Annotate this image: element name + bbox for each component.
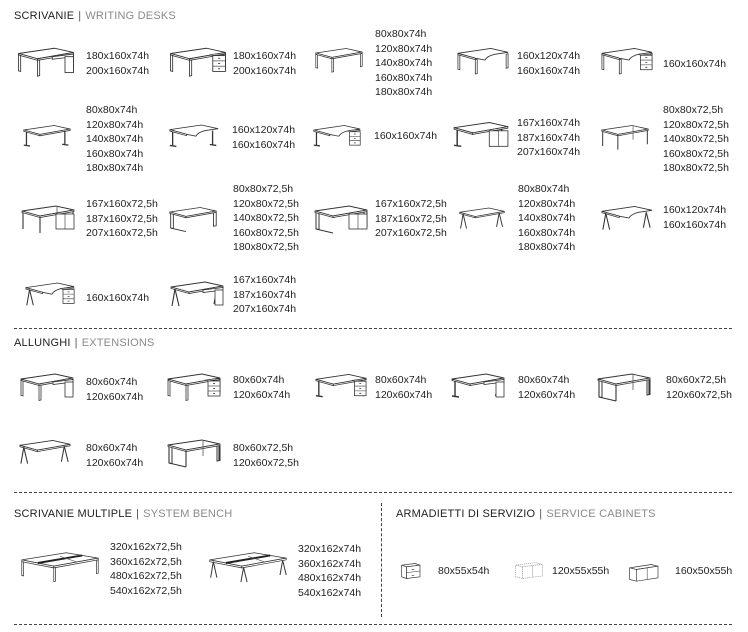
extension-slim-leg-icon [596,370,652,406]
size-list [375,27,432,100]
size-label: 80x80x74h [86,104,138,116]
bench-angled-leg-icon [208,548,288,586]
size-label: 160x80x72,5h [233,226,299,239]
size-label: 320x162x74h [298,543,362,555]
size-label: 80x60x74h [86,442,138,454]
size-label: 120x80x72,5h [233,197,299,210]
size-list [663,57,726,72]
size-label: 187x160x72,5h [375,212,447,225]
extension-angled-leg-icon [18,436,72,472]
size-label: 360x162x74h [298,557,362,570]
title-separator: | [136,508,140,520]
size-label: 160x160x74h [374,130,438,142]
section-title-sub: WRITING DESKS [85,10,176,22]
size-label: 180x80x72,5h [663,162,729,175]
size-label: 80x60x72,5h [233,442,294,454]
size-list [666,373,732,402]
size-list [517,49,580,78]
size-list [233,373,290,402]
size-label: 187x160x72,5h [86,212,158,225]
size-list [233,273,296,317]
size-label: 80x80x74h [375,28,427,40]
size-label: 180x80x74h [375,86,433,99]
size-list [375,197,447,241]
size-label: 80x60x72,5h [666,374,727,386]
corner-desk-icon [456,44,510,80]
frame-leg-desk-icon [168,202,218,238]
title-separator: | [539,508,543,520]
size-label: 180x80x74h [518,241,576,254]
size-label: 80x80x72,5h [663,104,724,116]
size-label: 160x80x74h [518,226,576,239]
bench-panel-icon [20,548,100,586]
size-label: 160x80x72,5h [663,147,729,160]
size-label: 480x162x74h [298,572,362,585]
size-label: 180x80x74h [86,162,144,175]
size-list [438,564,489,579]
size-label: 200x160x74h [86,64,150,77]
curved-angled-desk-pedestal-icon [24,278,76,314]
size-label: 80x60x74h [86,376,138,388]
size-label: 180x160x74h [86,50,150,62]
size-list [86,49,149,78]
size-label: 120x60x72,5h [666,388,732,401]
extension-pedestal-icon [166,370,222,406]
size-label: 120x60x74h [375,388,433,401]
curved-corner-desk-icon [600,44,654,80]
title-separator: | [78,10,82,22]
size-list [374,129,437,144]
size-label: 140x80x74h [375,57,433,70]
size-label: 480x162x72,5h [110,570,182,583]
size-list [675,564,732,579]
size-label: 120x80x74h [518,197,576,210]
size-label: 167x160x72,5h [86,198,158,210]
extension-t-leg-icon [450,370,506,406]
size-list [663,203,726,232]
size-label: 167x160x74h [517,117,581,129]
size-list [86,103,143,176]
size-list [110,540,182,598]
section-title-service-cabinets [396,508,656,520]
size-label: 160x160x74h [663,58,727,70]
size-label: 140x80x72,5h [663,133,729,146]
size-label: 160x160x74h [517,64,581,77]
curved-angled-leg-desk-icon [600,202,654,238]
extension-cabinet-icon [314,370,368,406]
size-label: 360x162x72,5h [110,555,182,568]
size-label: 80x80x72,5h [233,183,294,195]
section-title-main: SCRIVANIE [14,10,75,22]
size-label: 80x60x74h [518,374,570,386]
size-label: 207x160x72,5h [86,227,158,240]
size-label: 180x160x74h [233,50,297,62]
size-list [298,542,361,600]
title-separator: | [74,337,78,349]
size-label: 140x80x72,5h [233,212,299,225]
angled-leg-desk-icon [458,202,506,238]
size-label: 187x160x74h [517,131,581,144]
dashed-divider [14,492,732,493]
frame-desk-cabinet-icon [312,202,370,238]
section-title-system-bench [14,508,232,520]
size-label: 120x80x74h [375,42,433,55]
size-label: 187x160x74h [233,288,297,301]
size-label: 160x160x74h [663,218,727,231]
size-list [233,182,299,255]
desk-with-pedestal-icon [168,44,228,82]
size-label: 160x160x74h [86,292,150,304]
size-label: 120x55x55h [552,565,610,577]
size-list [233,441,299,470]
extension-frame-leg-icon [166,436,222,472]
size-label: 120x60x74h [86,390,144,403]
size-label: 80x55x54h [438,565,490,577]
size-list [663,103,729,176]
size-label: 80x60x74h [375,374,427,386]
size-list [86,441,143,470]
section-title-sub: SYSTEM BENCH [143,508,233,520]
size-label: 207x160x72,5h [375,227,447,240]
size-list [375,373,432,402]
size-label: 200x160x74h [233,64,297,77]
desk-with-return-cabinet-icon [452,118,510,156]
size-list [86,375,143,404]
size-label: 540x162x74h [298,586,362,599]
size-list [518,182,575,255]
t-leg-desk-icon [22,120,72,156]
size-label: 80x60x74h [233,374,285,386]
size-label: 120x60x74h [233,388,291,401]
size-list [552,564,609,579]
size-list [233,49,296,78]
angled-desk-return-icon [168,278,226,314]
size-label: 180x80x72,5h [233,241,299,254]
size-label: 160x80x74h [375,71,433,84]
section-title-sub: EXTENSIONS [81,337,155,349]
curved-t-leg-desk-icon [168,120,220,156]
large-cabinet-icon [628,558,678,586]
size-label: 120x60x74h [518,388,576,401]
size-label: 140x80x74h [518,212,576,225]
size-label: 120x60x72,5h [233,456,299,469]
size-list [518,373,575,402]
size-label: 207x160x74h [517,146,581,159]
size-label: 320x162x72,5h [110,541,182,553]
dashed-divider [14,328,732,329]
size-label: 160x120x74h [663,204,727,216]
size-label: 207x160x74h [233,303,297,316]
desk-with-return-icon [16,44,76,82]
dashed-divider [14,624,732,625]
size-label: 160x120x74h [232,124,296,136]
size-label: 540x162x72,5h [110,584,182,597]
extension-panel-icon [18,370,76,406]
size-list [86,197,158,241]
size-label: 120x60x74h [86,456,144,469]
size-label: 160x80x74h [86,147,144,160]
size-label: 160x50x55h [675,565,733,577]
size-label: 160x120x74h [517,50,581,62]
section-title-main: ALLUNGHI [14,337,71,349]
size-label: 80x80x74h [518,183,570,195]
size-label: 120x80x72,5h [663,118,729,131]
vertical-dashed-divider [381,503,382,617]
section-title-writing-desks [14,10,176,22]
size-list [86,291,149,306]
section-title-extensions [14,337,155,349]
size-list [517,116,580,160]
panel-desk-icon [314,44,364,78]
curved-desk-pedestal-icon [312,120,362,156]
slim-leg-desk-icon [600,120,650,156]
size-label: 160x160x74h [232,138,296,151]
desk-with-side-cabinet-icon [18,202,78,238]
section-title-sub: SERVICE CABINETS [546,508,656,520]
size-list [232,123,295,152]
section-title-main: SCRIVANIE MULTIPLE [14,508,133,520]
size-label: 120x80x74h [86,118,144,131]
size-label: 167x160x72,5h [375,198,447,210]
section-title-main: ARMADIETTI DI SERVIZIO [396,508,536,520]
size-label: 167x160x74h [233,274,297,286]
size-label: 140x80x74h [86,133,144,146]
